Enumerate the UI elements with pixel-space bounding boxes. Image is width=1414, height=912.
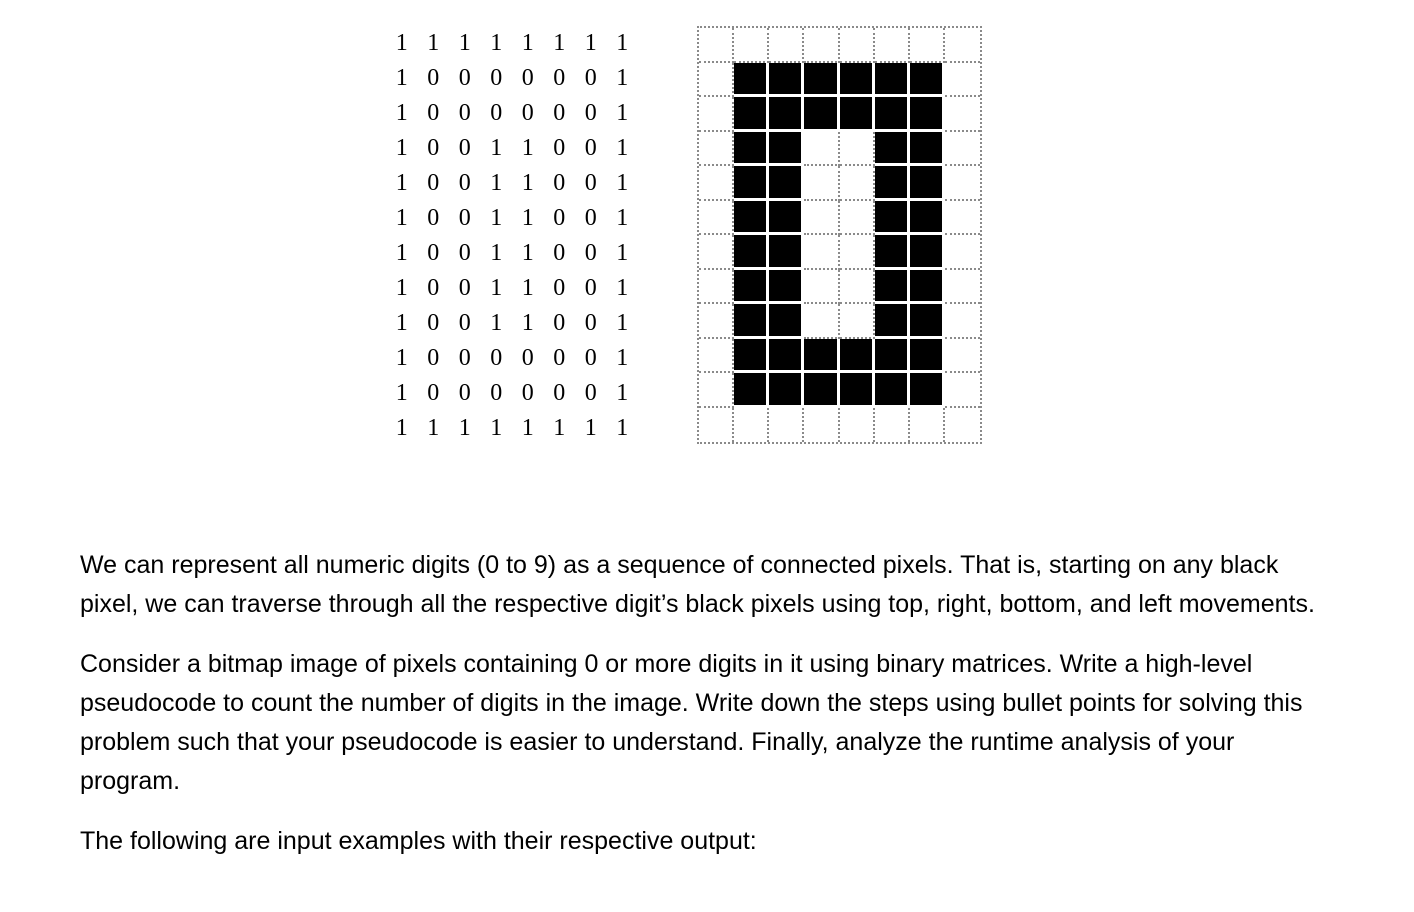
matrix-row — [386, 376, 642, 411]
matrix-cell: 0 — [490, 100, 503, 126]
pixel-white — [699, 201, 734, 236]
pixel-white — [734, 28, 769, 63]
matrix-cell: 0 — [584, 205, 597, 231]
matrix-cell: 0 — [427, 345, 440, 371]
matrix-cell: 0 — [458, 240, 471, 266]
pixel-white — [699, 235, 734, 270]
binary-matrix — [386, 26, 642, 446]
matrix-cell: 0 — [458, 345, 471, 371]
pixel-black — [734, 63, 769, 98]
matrix-cell: 0 — [427, 240, 440, 266]
matrix-cell: 0 — [553, 170, 566, 196]
pixel-white — [840, 201, 875, 236]
pixel-black — [910, 166, 945, 201]
matrix-cell: 1 — [458, 415, 471, 441]
pixel-black — [734, 235, 769, 270]
matrix-cell: 0 — [427, 100, 440, 126]
matrix-cell: 1 — [427, 30, 440, 56]
pixel-black — [734, 201, 769, 236]
pixel-white — [945, 63, 980, 98]
pixel-white — [840, 270, 875, 305]
matrix-cell: 1 — [521, 170, 534, 196]
matrix-row — [386, 61, 642, 96]
pixel-white — [945, 373, 980, 408]
matrix-cell: 1 — [458, 30, 471, 56]
matrix-cell: 0 — [521, 345, 534, 371]
matrix-cell: 1 — [490, 170, 503, 196]
pixel-black — [840, 97, 875, 132]
matrix-cell: 1 — [553, 30, 566, 56]
pixel-black — [840, 339, 875, 374]
matrix-cell: 1 — [584, 415, 597, 441]
matrix-cell: 0 — [584, 100, 597, 126]
matrix-cell: 1 — [616, 380, 629, 406]
matrix-cell: 0 — [490, 345, 503, 371]
matrix-cell: 1 — [521, 135, 534, 161]
pixel-black — [769, 166, 804, 201]
matrix-cell: 1 — [395, 345, 408, 371]
matrix-cell: 1 — [395, 205, 408, 231]
matrix-cell: 0 — [584, 345, 597, 371]
matrix-cell: 0 — [521, 380, 534, 406]
pixel-white — [945, 270, 980, 305]
pixel-white — [840, 166, 875, 201]
pixel-black — [875, 201, 910, 236]
matrix-cell: 1 — [584, 30, 597, 56]
pixel-black — [875, 97, 910, 132]
matrix-cell: 0 — [458, 100, 471, 126]
matrix-cell: 1 — [616, 415, 629, 441]
pixel-black — [875, 304, 910, 339]
matrix-cell: 1 — [521, 310, 534, 336]
matrix-cell: 1 — [490, 135, 503, 161]
pixel-white — [875, 28, 910, 63]
pixel-white — [804, 304, 839, 339]
pixel-black — [804, 63, 839, 98]
matrix-cell: 1 — [616, 170, 629, 196]
pixel-black — [769, 373, 804, 408]
matrix-cell: 0 — [584, 65, 597, 91]
pixel-black — [875, 270, 910, 305]
matrix-cell: 1 — [395, 135, 408, 161]
pixel-black — [769, 304, 804, 339]
pixel-white — [945, 97, 980, 132]
pixel-white — [804, 408, 839, 443]
matrix-cell: 0 — [553, 310, 566, 336]
matrix-cell: 0 — [458, 65, 471, 91]
matrix-row — [386, 236, 642, 271]
pixel-black — [734, 97, 769, 132]
matrix-cell: 1 — [490, 240, 503, 266]
matrix-row — [386, 411, 642, 446]
matrix-cell: 0 — [521, 100, 534, 126]
matrix-cell: 0 — [427, 380, 440, 406]
problem-text — [80, 546, 1330, 882]
pixel-white — [699, 373, 734, 408]
pixel-black — [769, 339, 804, 374]
pixel-black — [875, 339, 910, 374]
matrix-cell: 0 — [427, 170, 440, 196]
matrix-cell: 0 — [553, 65, 566, 91]
matrix-cell: 1 — [490, 415, 503, 441]
paragraph-task: Consider a bitmap image of pixels containing 0 or more digits in it using binary matrices. Write a high-level pseudocode to count the number of digits in the image. Write down the steps using bullet points for solving this problem such that your pseudocode is easier to understand. Finally, analyze the runtime analysis of your program. — [80, 650, 1303, 795]
matrix-cell: 1 — [395, 65, 408, 91]
matrix-cell: 0 — [458, 310, 471, 336]
pixel-black — [804, 339, 839, 374]
matrix-cell: 1 — [395, 30, 408, 56]
matrix-cell: 0 — [553, 275, 566, 301]
pixel-white — [840, 28, 875, 63]
matrix-cell: 1 — [521, 275, 534, 301]
pixel-black — [910, 373, 945, 408]
pixel-white — [910, 28, 945, 63]
pixel-white — [699, 28, 734, 63]
pixel-white — [945, 166, 980, 201]
pixel-black — [910, 339, 945, 374]
pixel-black — [910, 270, 945, 305]
matrix-row — [386, 306, 642, 341]
matrix-cell: 0 — [490, 380, 503, 406]
pixel-black — [804, 373, 839, 408]
pixel-black — [910, 201, 945, 236]
pixel-white — [699, 270, 734, 305]
matrix-row — [386, 166, 642, 201]
pixel-black — [910, 97, 945, 132]
pixel-black — [769, 201, 804, 236]
pixel-black — [734, 339, 769, 374]
matrix-cell: 0 — [584, 380, 597, 406]
matrix-cell: 0 — [458, 380, 471, 406]
matrix-cell: 1 — [395, 415, 408, 441]
matrix-cell: 1 — [490, 205, 503, 231]
matrix-row — [386, 26, 642, 61]
pixel-white — [804, 28, 839, 63]
pixel-black — [769, 63, 804, 98]
pixel-black — [769, 97, 804, 132]
pixel-black — [769, 132, 804, 167]
pixel-white — [734, 408, 769, 443]
pixel-white — [804, 270, 839, 305]
pixel-white — [840, 235, 875, 270]
matrix-cell: 1 — [395, 240, 408, 266]
matrix-cell: 0 — [553, 240, 566, 266]
matrix-cell: 1 — [616, 345, 629, 371]
pixel-black — [875, 373, 910, 408]
pixel-black — [875, 235, 910, 270]
matrix-cell: 0 — [553, 135, 566, 161]
pixel-white — [945, 132, 980, 167]
pixel-white — [945, 408, 980, 443]
matrix-cell: 1 — [490, 275, 503, 301]
matrix-cell: 1 — [521, 30, 534, 56]
matrix-cell: 0 — [458, 205, 471, 231]
matrix-row — [386, 271, 642, 306]
pixel-white — [945, 304, 980, 339]
matrix-cell: 0 — [427, 65, 440, 91]
pixel-black — [910, 304, 945, 339]
pixel-white — [804, 235, 839, 270]
paragraph-examples-intro: The following are input examples with their respective output: — [80, 827, 757, 855]
matrix-cell: 1 — [616, 205, 629, 231]
matrix-cell: 0 — [553, 380, 566, 406]
matrix-row — [386, 96, 642, 131]
pixel-grid — [697, 26, 982, 444]
pixel-white — [699, 63, 734, 98]
paragraph-intro: We can represent all numeric digits (0 to 9) as a sequence of connected pixels. That is, starting on any black pixel, we can traverse through all the respective digit’s black pixels using top, right, bottom, and left movements. — [80, 551, 1315, 618]
matrix-cell: 1 — [490, 310, 503, 336]
matrix-cell: 1 — [616, 65, 629, 91]
matrix-cell: 1 — [395, 170, 408, 196]
pixel-white — [699, 166, 734, 201]
pixel-white — [875, 408, 910, 443]
pixel-white — [910, 408, 945, 443]
matrix-row — [386, 201, 642, 236]
pixel-black — [875, 132, 910, 167]
pixel-black — [875, 63, 910, 98]
pixel-white — [840, 132, 875, 167]
matrix-cell: 0 — [584, 310, 597, 336]
pixel-black — [769, 235, 804, 270]
matrix-cell: 1 — [616, 240, 629, 266]
matrix-cell: 0 — [553, 345, 566, 371]
pixel-white — [804, 201, 839, 236]
matrix-cell: 1 — [427, 415, 440, 441]
matrix-cell: 1 — [395, 380, 408, 406]
pixel-white — [945, 201, 980, 236]
matrix-cell: 0 — [584, 135, 597, 161]
pixel-white — [804, 166, 839, 201]
matrix-cell: 0 — [458, 275, 471, 301]
matrix-cell: 0 — [584, 275, 597, 301]
matrix-cell: 0 — [427, 135, 440, 161]
matrix-cell: 1 — [616, 100, 629, 126]
pixel-black — [910, 132, 945, 167]
matrix-cell: 0 — [490, 65, 503, 91]
pixel-white — [945, 339, 980, 374]
matrix-cell: 0 — [584, 240, 597, 266]
pixel-white — [699, 408, 734, 443]
matrix-cell: 1 — [521, 415, 534, 441]
matrix-cell: 1 — [395, 275, 408, 301]
pixel-white — [699, 339, 734, 374]
pixel-white — [699, 304, 734, 339]
matrix-cell: 0 — [458, 170, 471, 196]
matrix-cell: 0 — [427, 310, 440, 336]
pixel-black — [734, 304, 769, 339]
pixel-white — [769, 28, 804, 63]
matrix-cell: 1 — [616, 30, 629, 56]
pixel-black — [734, 166, 769, 201]
pixel-black — [910, 235, 945, 270]
pixel-black — [840, 63, 875, 98]
pixel-black — [840, 373, 875, 408]
pixel-black — [804, 97, 839, 132]
matrix-cell: 0 — [521, 65, 534, 91]
pixel-white — [804, 132, 839, 167]
matrix-cell: 1 — [616, 310, 629, 336]
pixel-black — [875, 166, 910, 201]
matrix-cell: 1 — [616, 275, 629, 301]
matrix-cell: 1 — [553, 415, 566, 441]
pixel-white — [945, 28, 980, 63]
pixel-white — [699, 132, 734, 167]
matrix-cell: 0 — [427, 205, 440, 231]
matrix-row — [386, 341, 642, 376]
matrix-cell: 0 — [427, 275, 440, 301]
pixel-black — [769, 270, 804, 305]
pixel-white — [840, 408, 875, 443]
pixel-white — [769, 408, 804, 443]
matrix-cell: 1 — [395, 100, 408, 126]
pixel-white — [945, 235, 980, 270]
matrix-cell: 1 — [521, 205, 534, 231]
matrix-cell: 1 — [616, 135, 629, 161]
pixel-black — [734, 270, 769, 305]
pixel-black — [910, 63, 945, 98]
matrix-cell: 0 — [584, 170, 597, 196]
matrix-cell: 1 — [490, 30, 503, 56]
matrix-row — [386, 131, 642, 166]
pixel-white — [840, 304, 875, 339]
pixel-black — [734, 132, 769, 167]
pixel-black — [734, 373, 769, 408]
matrix-cell: 0 — [458, 135, 471, 161]
matrix-cell: 1 — [395, 310, 408, 336]
pixel-white — [699, 97, 734, 132]
matrix-cell: 0 — [553, 100, 566, 126]
matrix-cell: 1 — [521, 240, 534, 266]
matrix-cell: 0 — [553, 205, 566, 231]
